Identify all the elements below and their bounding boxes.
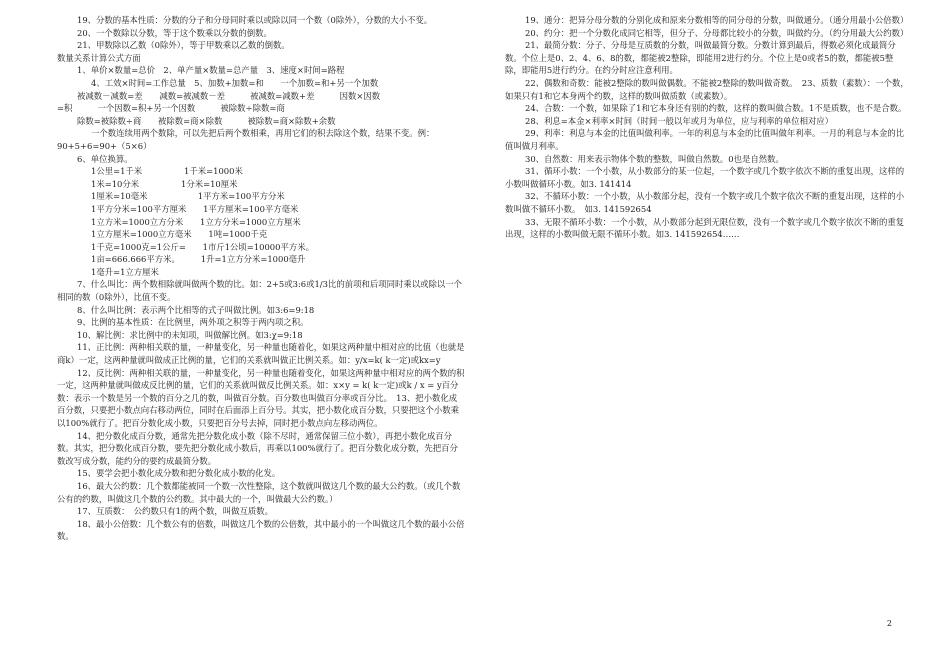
paragraph: 29、利率：利息与本金的比值叫做利率。一年的利息与本金的比值叫做年利率。一月的利息与本金的比值叫做月利率。 bbox=[505, 128, 905, 151]
paragraph: 16、最大公约数：几个数都能被同一个数一次性整除，这个数就叫做这几个数的最大公约数。（或几个数公有的约数，叫做这几个数的公约数。其中最大的一个，叫做最大公约数。） bbox=[57, 480, 461, 504]
page-number: 2 bbox=[886, 619, 892, 628]
paragraph: 18、最小公倍数：几个数公有的倍数，叫做这几个数的公倍数，其中最小的一个叫做这几个数的最小公倍数。 bbox=[57, 518, 465, 542]
paragraph: 6、单位换算。 bbox=[77, 153, 133, 164]
paragraph: 1毫升=1立方厘米 bbox=[91, 266, 159, 277]
paragraph: 20、约分：把一个分数化成同它相等，但分子、分母都比较小的分数，叫做约分。（约分用最大公约数） bbox=[525, 27, 909, 38]
paragraph: 1厘米=10毫米 1平方米=100平方分米 bbox=[91, 191, 285, 202]
paragraph: 10、解比例：求比例中的未知项，叫做解比例。如3:χ=9:18 bbox=[77, 329, 303, 340]
paragraph: 17、互质数： 公约数只有1的两个数，叫做互质数。 bbox=[77, 506, 274, 517]
paragraph: 21、最简分数：分子、分母是互质数的分数，叫做最简分数。分数计算到最后，得数必须化成最简分数。个位上是0、2、4、6、8的数，都能被2整除，即能用2进行约分。个位上是0或者5的数，都能被5整除，即能用5进行约分。在约分时应注意利用。 bbox=[505, 40, 896, 76]
paragraph: 11、正比例：两种相关联的量，一种量变化，另一种量也随着化，如果这两种量中相对应的比值（也就是商k）一定，这两种量就叫做成正比例的量，它们的关系就叫做正比例关系。如：y/x=k( k一定)或kx=y bbox=[57, 342, 465, 366]
paragraph: 1、单价×数量=总价 2、单产量×数量=总产量 3、速度×时间=路程 bbox=[77, 65, 345, 76]
paragraph: 1千克=1000克=1公斤= 1市斤1公顷=10000平方米。 bbox=[91, 241, 314, 252]
paragraph: 1立方厘米=1000立方毫米 1吨=1000千克 bbox=[91, 229, 268, 240]
paragraph: 19、分数的基本性质：分数的分子和分母同时乘以或除以同一个数（0除外），分数的大小不变。 bbox=[77, 15, 433, 25]
paragraph: 30、自然数：用来表示物体个数的整数，叫做自然数。0也是自然数。 bbox=[525, 153, 784, 164]
paragraph: 20、一个数除以分数，等于这个数乘以分数的倒数。 bbox=[77, 27, 272, 38]
paragraph: 1米=10分米 1分米=10厘米 bbox=[91, 178, 238, 189]
paragraph: =积 一个因数=积+另一个因数 被除数÷除数=商 bbox=[57, 103, 285, 114]
paragraph: 90+5+6=90+（5×6） bbox=[57, 140, 152, 151]
paragraph: 15、要学会把小数化成分数和把分数化成小数的化发。 bbox=[77, 468, 281, 479]
paragraph: 7、什么叫比：两个数相除就叫做两个数的比。如：2+5或3:6或1/3比的前项和后项同时乘以或除以一个相同的数（0除外），比值不变。 bbox=[57, 279, 462, 303]
paragraph: 一个数连续用两个数除，可以先把后两个数相乘，再用它们的积去除这个数，结果不变。例： bbox=[91, 128, 435, 139]
paragraph: 21、甲数除以乙数（0除外），等于甲数乘以乙数的倒数。 bbox=[77, 40, 290, 51]
paragraph: 1公里=1千米 1千米=1000米 bbox=[91, 166, 243, 177]
paragraph: 1平方分米=100平方厘米 1平方厘米=100平方毫米 bbox=[91, 203, 299, 214]
paragraph: 除数=被除数÷商 被除数=商×除数 被除数=商×除数+余数 bbox=[77, 115, 336, 126]
right-column bbox=[505, 14, 909, 241]
paragraph: 9、比例的基本性质：在比例里，两外项之积等于两内项之积。 bbox=[77, 317, 309, 328]
paragraph: 被减数－减数=差 减数=被减数－差 被减数=减数+差 因数×因数 bbox=[77, 90, 381, 101]
paragraph: 8、什么叫比例：表示两个比相等的式子叫做比例。如3:6=9:18 bbox=[77, 304, 315, 315]
paragraph: 1立方米=1000立方分米 1立方分米=1000立方厘米 bbox=[91, 216, 301, 227]
paragraph: 28、利息=本金×利率×时间（时间一般以年或月为单位，应与利率的单位相对应） bbox=[525, 115, 834, 126]
paragraph: 14、把分数化成百分数，通常先把分数化成小数（除不尽时，通常保留三位小数），再把小数化成百分数。其实，把分数化成百分数，要先把分数化成小数后，再乘以100%就行了。把百分数化成分数，先把百分数改写成分数，能约分的要约成最简分数。 bbox=[57, 430, 458, 466]
paragraph: 32、不循环小数：一个小数，从小数部分起，没有一个数字或几个数字依次不断的重复出现，这样的小数叫做不循环小数。 如3. 141592654 bbox=[505, 191, 905, 214]
paragraph: 31、循环小数：一个小数，从小数部分的某一位起，一个数字或几个数字依次不断的重复出现，这样的小数叫做循环小数。如3. 141414 bbox=[505, 166, 905, 189]
paragraph: 4、工效×时间=工作总量 5、加数+加数=和 一个加数=和+另一个加数 bbox=[91, 77, 379, 88]
paragraph: 数量关系计算公式方面 bbox=[57, 52, 141, 63]
paragraph: 19、通分：把异分母分数的分别化成和原来分数相等的同分母的分数，叫做通分。（通分用最小公倍数） bbox=[525, 15, 909, 25]
left-column bbox=[57, 14, 465, 543]
paragraph: 24、合数：一个数，如果除了1和它本身还有别的约数，这样的数叫做合数。1不是质数，也不是合数。 bbox=[525, 103, 907, 114]
paragraph: 33、无限不循环小数：一个小数，从小数部分起到无限位数，没有一个数字或几个数字依次不断的重复出现，这样的小数叫做无限不循环小数。如3. 141592654…… bbox=[505, 216, 905, 240]
paragraph: 22、偶数和奇数：能被2整除的数叫做偶数。不能被2整除的数叫做奇数。 23、质数（素数）：一个数，如果只有1和它本身两个约数，这样的数叫做质数（或素数）。 bbox=[505, 77, 909, 101]
paragraph: 12、反比例：两种相关联的量，一种量变化，另一种量也随着变化，如果这两种量中相对应的两个数的积一定，这两种量就叫做成反比例的量，它们的关系就叫做反比例关系。如：x×y = k( k一定)或k / x = y百分数：表示一个数是另一个数的百分之几的数，叫做百分数。百分数也叫做百分率或百分比。 13、把小数化成百分数，只要把小数点向右移动两位，同时在后面添上百分号。其实，把小数化成百分数，只要把这个小数乘以100%就行了。把百分数化成小数，只要把百分号去掉，同时把小数点向左移动两位。 bbox=[57, 367, 465, 428]
paragraph: 1亩=666.666平方米。 1升=1立方分米=1000毫升 bbox=[91, 254, 306, 265]
